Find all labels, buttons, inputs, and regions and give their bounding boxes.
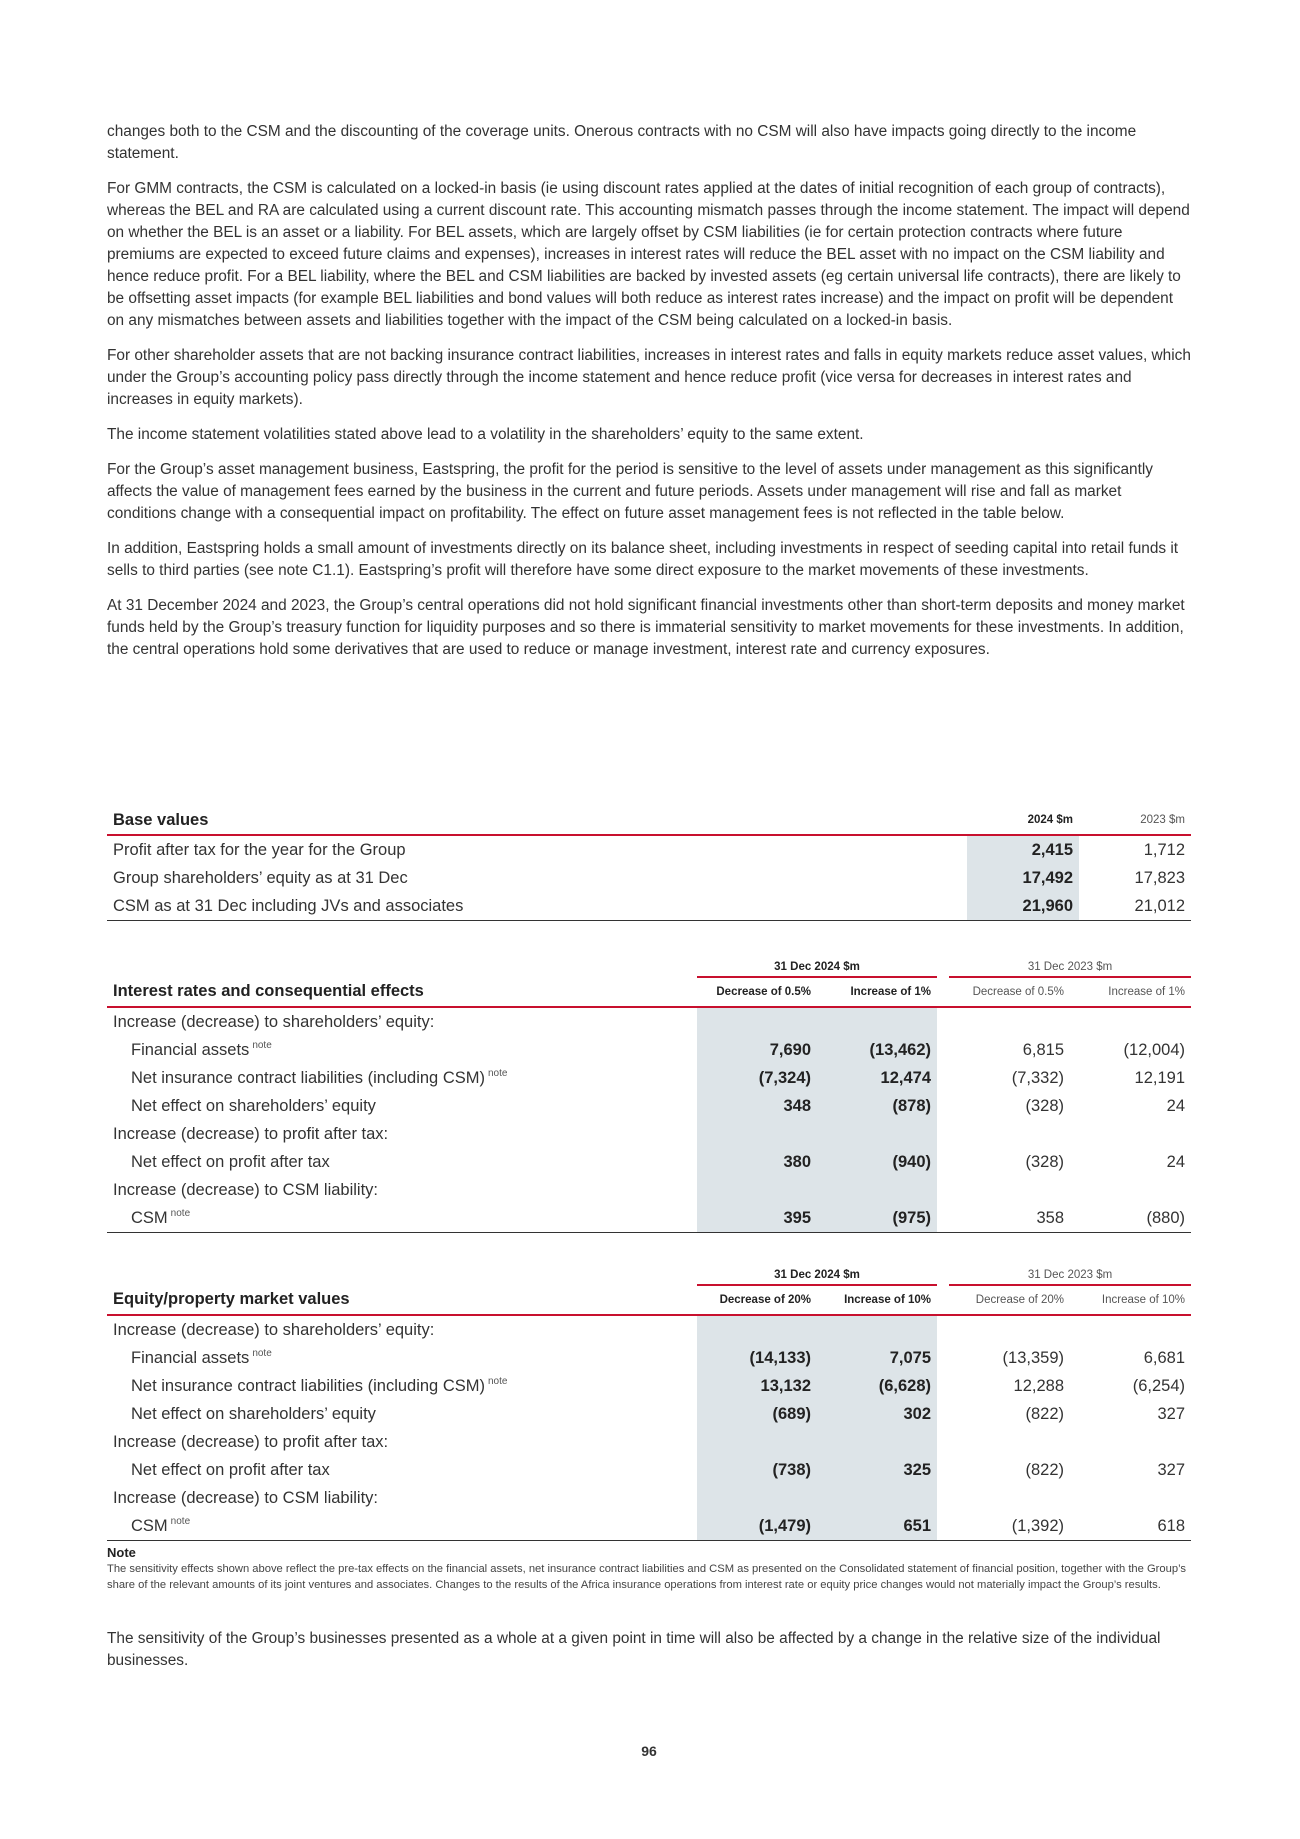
column-header: Decrease of 0.5% bbox=[697, 977, 817, 1007]
value-cell: 12,191 bbox=[1134, 1068, 1186, 1087]
value-cell: 358 bbox=[949, 1204, 1070, 1233]
paragraph: At 31 December 2024 and 2023, the Group’s central operations did not hold significant financial investments other than short-term deposits and money market funds held by the Group’s treasury function for liquidity purposes and so there is immaterial sensitivity to market movements for these investments. In addition, the central operations hold some derivatives that are used to reduce or manage investment, interest rate and currency exposures. bbox=[107, 597, 1185, 658]
value-cell: 302 bbox=[817, 1400, 937, 1428]
period-label-2023: 31 Dec 2023 $m bbox=[949, 1257, 1191, 1285]
value-cell: (7,324) bbox=[697, 1064, 817, 1092]
table-row bbox=[107, 835, 1191, 864]
table-title: Interest rates and consequential effects bbox=[107, 977, 697, 1007]
column-header: Increase of 10% bbox=[817, 1285, 937, 1315]
table-row bbox=[107, 864, 1191, 892]
note-title: Note bbox=[107, 1545, 136, 1560]
period-label-2024: 31 Dec 2024 $m bbox=[697, 1257, 937, 1285]
value-cell: 12,474 bbox=[817, 1064, 937, 1092]
row-label: Financial assets $^{note}$ bbox=[131, 1040, 272, 1059]
value-2024: 21,960 bbox=[967, 892, 1079, 921]
value-cell: (13,462) bbox=[817, 1036, 937, 1064]
value-cell: 6,815 bbox=[1022, 1040, 1064, 1059]
value-cell: (822) bbox=[1025, 1460, 1064, 1479]
section-heading-row bbox=[107, 1315, 1191, 1344]
table-header-row bbox=[107, 1285, 1191, 1315]
section-heading: Increase (decrease) to CSM liability: bbox=[113, 1180, 379, 1199]
row-label: Financial assets $^{note}$ bbox=[131, 1348, 272, 1367]
section-heading: Increase (decrease) to shareholders’ equity: bbox=[113, 1012, 435, 1031]
table-row bbox=[107, 1092, 1191, 1120]
page-number: 96 bbox=[641, 1743, 657, 1759]
equity-property-table bbox=[107, 1257, 1191, 1541]
base-values-table bbox=[107, 806, 1191, 921]
row-label: Net effect on profit after tax bbox=[131, 1460, 330, 1479]
row-label: Profit after tax for the year for the Group bbox=[113, 840, 406, 859]
column-header: Increase of 10% bbox=[1070, 1285, 1191, 1315]
row-label: Net insurance contract liabilities (including CSM) $^{note}$ bbox=[131, 1068, 508, 1087]
paragraph: changes both to the CSM and the discounting of the coverage units. Onerous contracts with no CSM will also have impacts going directly to the income statement. bbox=[107, 123, 1137, 162]
column-header: Increase of 1% bbox=[817, 977, 937, 1007]
table-header-row bbox=[107, 806, 1191, 835]
paragraph: For other shareholder assets that are not backing insurance contract liabilities, increases in interest rates and falls in equity markets reduce asset values, which under the Group’s accounting policy pass directly through the income statement and hence reduce profit (vice versa for decreases in interest rates and increases in equity markets). bbox=[107, 347, 1191, 408]
table-row bbox=[107, 1036, 1191, 1064]
value-2024: 17,492 bbox=[967, 864, 1079, 892]
period-label-2023: 31 Dec 2023 $m bbox=[949, 949, 1191, 977]
value-cell: (878) bbox=[817, 1092, 937, 1120]
value-cell: 325 bbox=[817, 1456, 937, 1484]
row-label: CSM $^{note}$ bbox=[107, 1512, 697, 1541]
value-cell: (975) bbox=[817, 1204, 937, 1233]
section-heading-row bbox=[107, 1428, 1191, 1456]
section-heading-row bbox=[107, 1176, 1191, 1204]
value-cell: 7,690 bbox=[697, 1036, 817, 1064]
value-cell: 348 bbox=[697, 1092, 817, 1120]
section-heading-row bbox=[107, 1484, 1191, 1512]
value-cell: 327 bbox=[1157, 1404, 1186, 1423]
value-cell: (12,004) bbox=[1123, 1040, 1186, 1059]
table-row bbox=[107, 1512, 1191, 1541]
section-heading: Increase (decrease) to profit after tax: bbox=[113, 1124, 389, 1143]
row-label: Net effect on profit after tax bbox=[131, 1152, 330, 1171]
table-row bbox=[107, 1344, 1191, 1372]
value-cell: 24 bbox=[1166, 1152, 1186, 1171]
period-header-row bbox=[107, 949, 1191, 977]
table-row bbox=[107, 892, 1191, 921]
value-cell: 618 bbox=[1070, 1512, 1191, 1541]
value-cell: (822) bbox=[1025, 1404, 1064, 1423]
value-cell: 12,288 bbox=[1013, 1376, 1064, 1395]
value-2023: 17,823 bbox=[1134, 868, 1185, 887]
section-heading-row bbox=[107, 1120, 1191, 1148]
value-cell: (940) bbox=[817, 1148, 937, 1176]
value-cell: (14,133) bbox=[697, 1344, 817, 1372]
value-cell: 395 bbox=[697, 1204, 817, 1233]
row-label: Net insurance contract liabilities (including CSM) $^{note}$ bbox=[131, 1376, 508, 1395]
column-header: 2023 $m bbox=[1079, 806, 1191, 835]
closing-paragraph: The sensitivity of the Group’s businesses presented as a whole at a given point in time will also be affected by a change in the relative size of the individual businesses. bbox=[107, 1630, 1161, 1669]
table-header-row bbox=[107, 977, 1191, 1007]
value-cell: (328) bbox=[1025, 1096, 1064, 1115]
section-heading: Increase (decrease) to shareholders’ equity: bbox=[113, 1320, 435, 1339]
paragraph: In addition, Eastspring holds a small amount of investments directly on its balance sheet, including investments in respect of seeding capital into retail funds it sells to third parties (see note C1.1). Eastspring’s profit will therefore have some direct exposure to the market movements of these investments. bbox=[107, 540, 1179, 579]
row-label: Net effect on shareholders’ equity bbox=[131, 1096, 376, 1115]
section-heading: Increase (decrease) to profit after tax: bbox=[113, 1432, 389, 1451]
period-label-2024: 31 Dec 2024 $m bbox=[697, 949, 937, 977]
column-header: Increase of 1% bbox=[1070, 977, 1191, 1007]
value-cell: (1,392) bbox=[949, 1512, 1070, 1541]
table-row bbox=[107, 1204, 1191, 1233]
period-header-row bbox=[107, 1257, 1191, 1285]
section-heading-row bbox=[107, 1007, 1191, 1036]
value-cell: (689) bbox=[697, 1400, 817, 1428]
value-2023: 1,712 bbox=[1143, 840, 1185, 859]
value-cell: 6,681 bbox=[1143, 1348, 1186, 1367]
column-header: 2024 $m bbox=[967, 806, 1079, 835]
paragraph: For GMM contracts, the CSM is calculated on a locked-in basis (ie using discount rates applied at the dates of initial recognition of each group of contracts), whereas the BEL and RA are calculated using a current discount rate. This accounting mismatch passes through the income statement. The impact will depend on whether the BEL is an asset or a liability. For BEL assets, which are largely offset by CSM liabilities (ie for certain protection contracts where future premiums are expected to exceed future claims and expenses), increases in interest rates will reduce the BEL asset with no impact on the CSM liability and hence reduce profit. For a BEL liability, where the BEL and CSM liabilities are backed by invested assets (eg certain universal life contracts), there are likely to be offsetting asset impacts (for example BEL liabilities and bond values will both reduce as interest rates increase) and the impact on profit will be dependent on any mismatches between assets and liabilities together with the impact of the CSM being calculated on a locked-in basis. bbox=[107, 180, 1190, 329]
note-block bbox=[107, 1545, 1191, 1593]
table-row bbox=[107, 1400, 1191, 1428]
value-cell: (880) bbox=[1070, 1204, 1191, 1233]
value-cell: 13,132 bbox=[697, 1372, 817, 1400]
row-label: CSM $^{note}$ bbox=[107, 1204, 697, 1233]
value-cell: (1,479) bbox=[697, 1512, 817, 1541]
value-cell: 651 bbox=[817, 1512, 937, 1541]
table-title: Equity/property market values bbox=[107, 1285, 697, 1315]
value-cell: (6,254) bbox=[1132, 1376, 1186, 1395]
value-cell: 380 bbox=[697, 1148, 817, 1176]
value-cell: (328) bbox=[1025, 1152, 1064, 1171]
table-row bbox=[107, 1456, 1191, 1484]
value-2023: 21,012 bbox=[1079, 892, 1191, 921]
table-row bbox=[107, 1064, 1191, 1092]
value-cell: (6,628) bbox=[817, 1372, 937, 1400]
value-cell: 327 bbox=[1157, 1460, 1186, 1479]
paragraph: The income statement volatilities stated above lead to a volatility in the shareholders’ equity to the same extent. bbox=[107, 426, 864, 443]
section-heading: Increase (decrease) to CSM liability: bbox=[113, 1488, 379, 1507]
value-cell: (738) bbox=[697, 1456, 817, 1484]
column-header: Decrease of 20% bbox=[697, 1285, 817, 1315]
column-header: Decrease of 20% bbox=[949, 1285, 1070, 1315]
note-text: The sensitivity effects shown above reflect the pre-tax effects on the financial assets, net insurance contract liabilities and CSM as presented on the Consolidated statement of financial position, together with the Group’s share of the relevant amounts of its joint ventures and associates. Changes to the results of the Africa insurance operations from interest rate or equity price changes would not materially impact the Group’s results. bbox=[107, 1563, 1186, 1591]
value-2024: 2,415 bbox=[967, 835, 1079, 864]
value-cell: (7,332) bbox=[1011, 1068, 1064, 1087]
row-label: Group shareholders’ equity as at 31 Dec bbox=[113, 868, 408, 887]
value-cell: 7,075 bbox=[817, 1344, 937, 1372]
value-cell: 24 bbox=[1166, 1096, 1186, 1115]
paragraph: For the Group’s asset management business, Eastspring, the profit for the period is sensitive to the level of assets under management as this significantly affects the value of management fees earned by the business in the current and future periods. Assets under management will rise and fall as market conditions change with a consequential impact on profitability. The effect on future asset management fees is not reflected in the table below. bbox=[107, 461, 1153, 522]
table-row bbox=[107, 1148, 1191, 1176]
column-header: Decrease of 0.5% bbox=[949, 977, 1070, 1007]
row-label: CSM as at 31 Dec including JVs and associates bbox=[107, 892, 967, 921]
table-row bbox=[107, 1372, 1191, 1400]
interest-rates-table bbox=[107, 949, 1191, 1233]
row-label: Net effect on shareholders’ equity bbox=[131, 1404, 376, 1423]
table-title: Base values bbox=[107, 806, 967, 835]
value-cell: (13,359) bbox=[1002, 1348, 1064, 1367]
body-text bbox=[107, 121, 1191, 674]
